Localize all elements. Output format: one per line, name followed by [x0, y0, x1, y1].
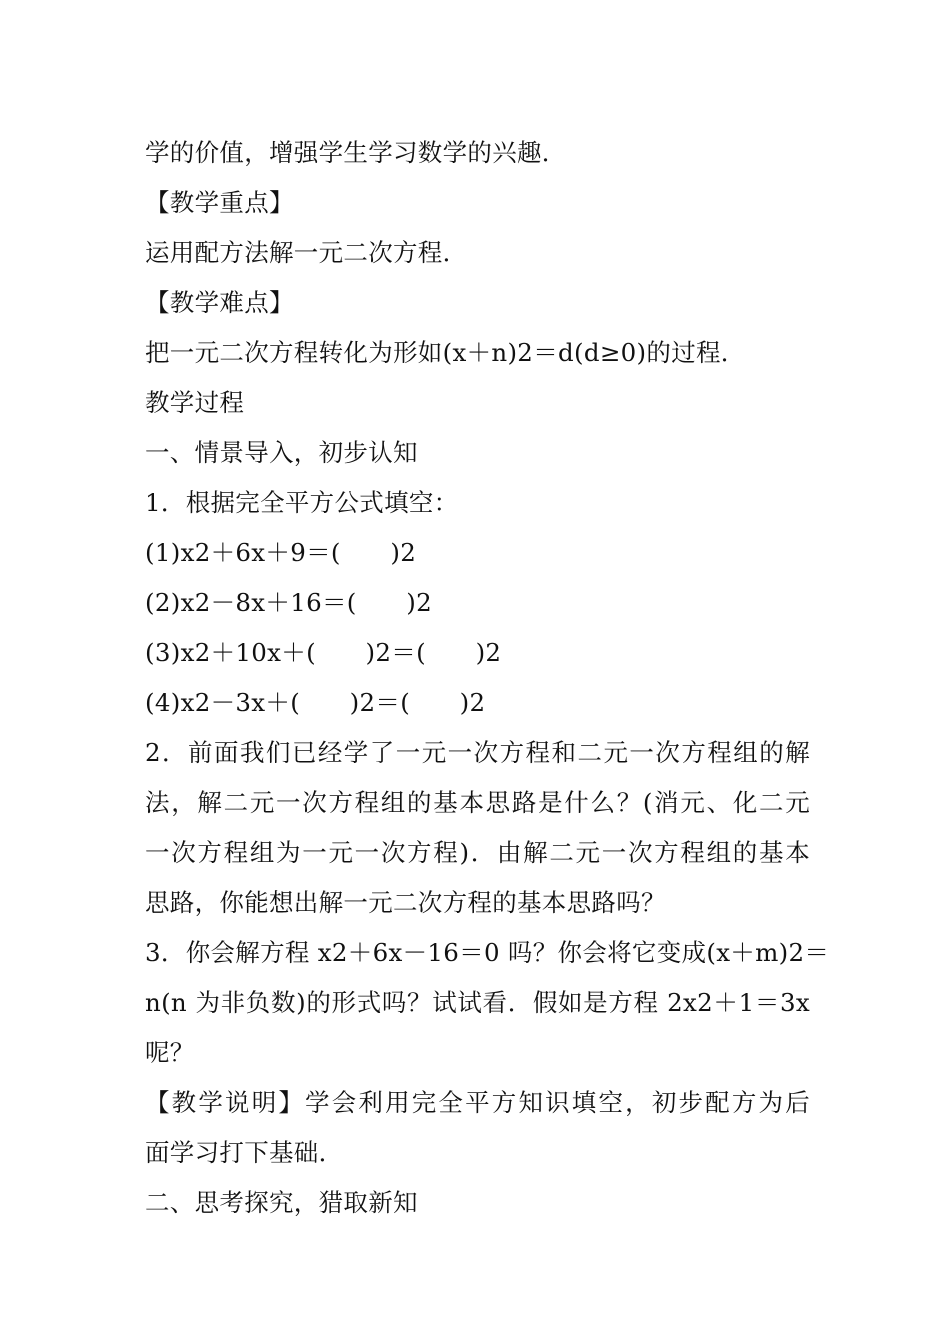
exercise-item: (1)x2＋6x＋9＝( )2 [145, 538, 417, 567]
question-2-line: 法，解二元一次方程组的基本思路是什么？(消元、化二元 [145, 788, 810, 817]
teaching-note-line: 面学习打下基础． [145, 1138, 344, 1167]
question-3-line: n(n 为非负数)的形式吗？试试看．假如是方程 2x2＋1＝3x [145, 988, 810, 1017]
question-1: 1．根据完全平方公式填空： [145, 488, 459, 517]
section-heading-process: 教学过程 [145, 388, 245, 417]
document-body [145, 128, 830, 1228]
section-heading-key-points: 【教学重点】 [145, 188, 294, 217]
text-line: 学的价值，增强学生学习数学的兴趣． [145, 138, 567, 167]
text-line: 把一元二次方程转化为形如(x＋n)2＝d(d≥0)的过程． [145, 338, 746, 367]
question-3-line: 3．你会解方程 x2＋6x－16＝0 吗？你会将它变成(x＋m)2＝ [145, 938, 830, 967]
exercise-item: (2)x2－8x＋16＝( )2 [145, 588, 432, 617]
section-heading-intro: 一、情景导入，初步认知 [145, 438, 418, 467]
question-3-line: 呢？ [145, 1038, 195, 1067]
question-2-line: 思路，你能想出解一元二次方程的基本思路吗？ [145, 888, 666, 917]
exercise-item: (4)x2－3x＋( )2＝( )2 [145, 688, 486, 717]
teaching-note-line: 【教学说明】学会利用完全平方知识填空，初步配方为后 [145, 1088, 810, 1117]
exercise-item: (3)x2＋10x＋( )2＝( )2 [145, 638, 502, 667]
question-2-line: 2．前面我们已经学了一元一次方程和二元一次方程组的解 [145, 738, 810, 767]
section-heading-explore: 二、思考探究，猎取新知 [145, 1188, 418, 1217]
section-heading-difficulties: 【教学难点】 [145, 288, 294, 317]
question-2-line: 一次方程组为一元一次方程)．由解二元一次方程组的基本 [145, 838, 810, 867]
text-line: 运用配方法解一元二次方程． [145, 238, 468, 267]
